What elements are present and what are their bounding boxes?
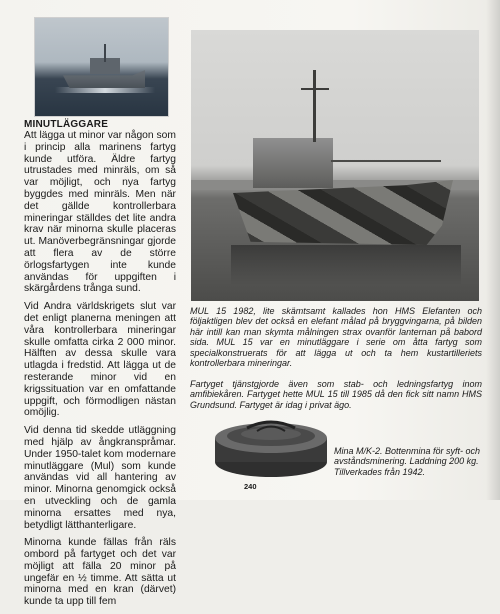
book-spine-shadow — [486, 0, 500, 500]
section-heading: MINUTLÄGGARE — [24, 119, 109, 130]
photo-bridge — [253, 138, 333, 188]
body-paragraph: Att lägga ut minor var någon som i princip alla marinens fartyg kunde utföra. Äldre fartyg utrustades med minräls, om så var möjligt, och nya fartyg byggdes med minräls. Men när det gällde kontrollerbara mineringar ställdes det lite andra krav när minorna skulle placeras ut. Manöverbegränsningar gjorde att flera av de större örlogsfartygen inte kunde användas för uppgiften i skärgårdens trånga sund. — [24, 130, 176, 295]
mine-caption: Mina M/K-2. Bottenmina för syft- och avståndsminering. Laddning 200 kg. Tillverkades från 1942. — [334, 446, 481, 477]
photo-yard — [301, 88, 329, 90]
photo-reflection — [231, 245, 461, 285]
photo-caption: MUL 15 1982, lite skämtsamt kallades hon HMS Elefanten och följaktligen blev det också en elefant målad på bryggvingarna, på bilden här intill kan man skymta målningen strax ovanför lanternan på babord sida. MUL 15 var en minutläggare i serie om åtta fartyg som specialkonstruerats för att lägga ut och ta hem kustartilleriets kontrollerbara mineringar. — [190, 306, 482, 369]
photo-ship-mast — [104, 44, 106, 62]
photo-rail — [331, 160, 441, 162]
bottom-mine-image — [212, 414, 330, 480]
body-paragraph: Vid denna tid skedde utläggning med hjälp av ångkranspråmar. Under 1950-talet kom modernare minutläggare (Mul) som kunde användas vid all hantering av minor. Minorna genomgick också en utveckling och de gamla minorna ersattes med nya, betydligt lätthanterligare. — [24, 425, 176, 531]
color-photo-minelayer — [34, 17, 169, 117]
body-paragraph: Vid Andra världskrigets slut var det enligt planerna meningen att våra kontrollerbara mineringar skulle omfatta cirka 2 000 minor. Hälften av dessa skulle vara utlagda i fredstid. Att lägga ut de resterande minor vid en krigssituation var en omfattande uppgift, och förmodligen nästan omöjlig. — [24, 301, 176, 419]
body-paragraph: Minorna kunde fällas från räls ombord på fartyget och det var möjligt att fälla 20 minor på ungefär en ½ timme. Att sätta ut minorna med en kran (därvet) kunde ta upp till fem — [24, 537, 176, 608]
service-caption: Fartyget tjänstgjorde även som stab- och ledningsfartyg inom amfibiekåren. Fartyget hette MUL 15 till 1985 då den fick sitt namn HMS Grundsund. Fartyget är idag i privat ägo. — [190, 379, 482, 410]
body-text-column — [24, 130, 176, 614]
photo-mast — [313, 70, 316, 142]
page-number: 240 — [244, 482, 257, 491]
bw-photo-mul15 — [191, 30, 479, 301]
